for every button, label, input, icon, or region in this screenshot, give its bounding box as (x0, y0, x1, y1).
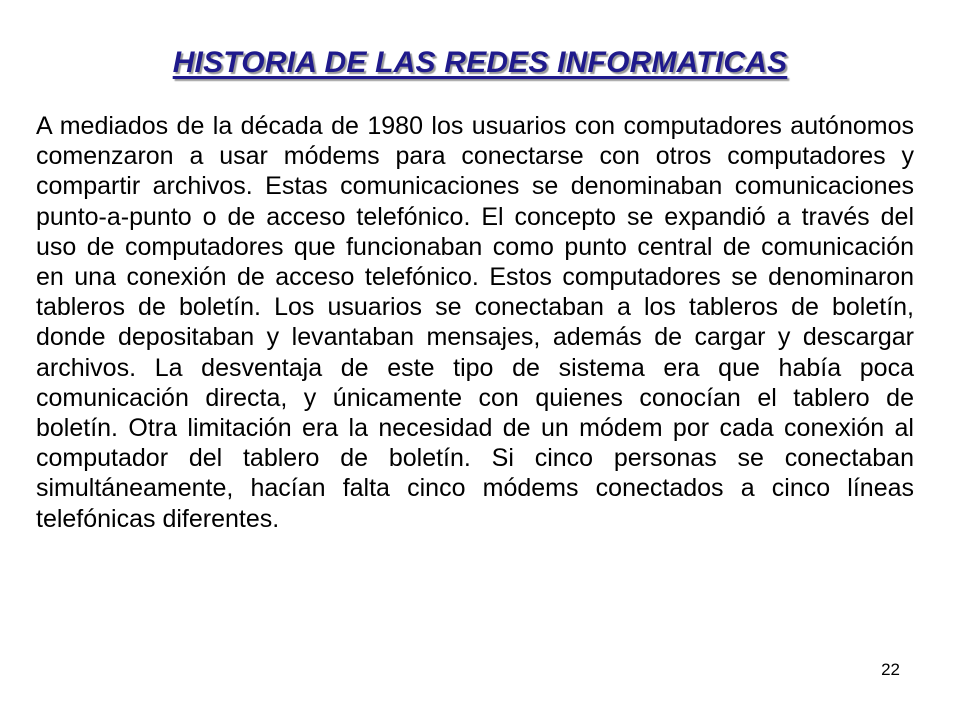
page-number: 22 (881, 660, 900, 679)
slide-body-text: A mediados de la década de 1980 los usuarios con computadores autónomos comenzaron a usar módems para conectarse con otros computadores y compartir archivos. Estas comunicaciones se denominaban comunicaciones punto-a-punto o de acceso telefónico. El concepto se expandió a través del uso de computadores que funcionaban como punto central de comunicación en una conexión de acceso telefónico. Estos computadores se denominaron tableros de boletín. Los usuarios se conectaban a los tableros de boletín, donde depositaban y levantaban mensajes, además de cargar y descargar archivos. La desventaja de este tipo de sistema era que había poca comunicación directa, y únicamente con quienes conocían el tablero de boletín. Otra limitación era la necesidad de un módem por cada conexión al computador del tablero de boletín. Si cinco personas se conectaban simultáneamente, hacían falta cinco módems conectados a cinco líneas telefónicas diferentes. (36, 112, 914, 533)
slide-title: HISTORIA DE LAS REDES INFORMATICAS (172, 46, 788, 79)
